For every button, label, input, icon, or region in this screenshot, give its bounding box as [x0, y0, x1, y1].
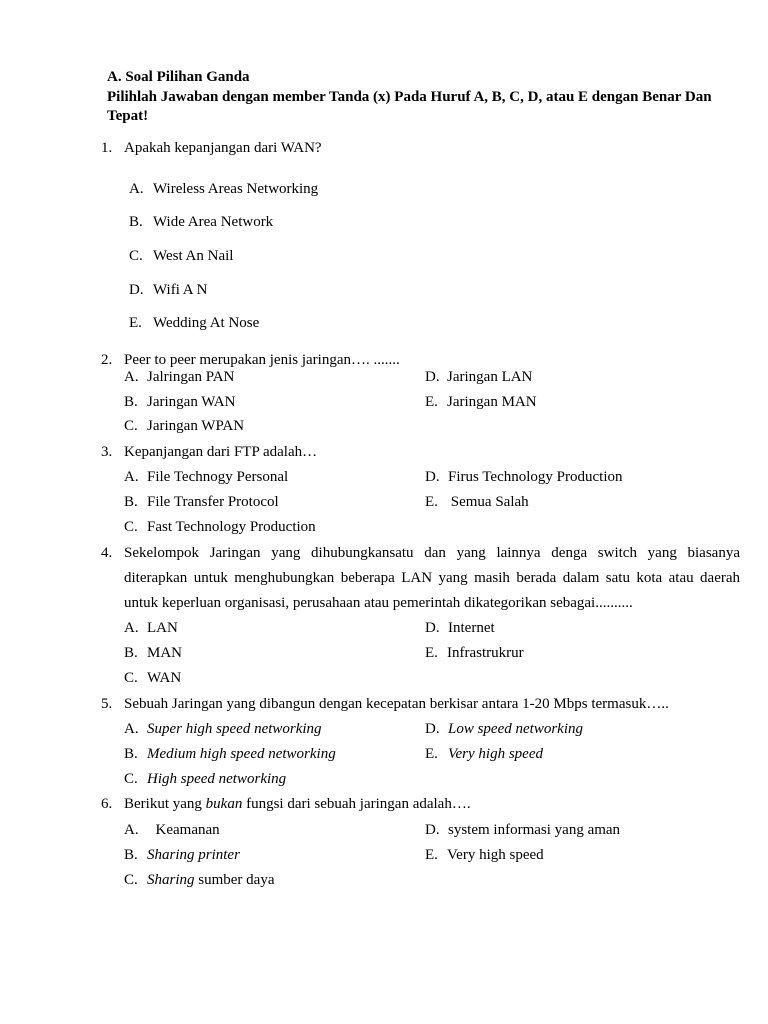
q3-option-a-letter: A. — [124, 469, 139, 485]
q3-option-c-text: Fast Technology Production — [147, 519, 316, 535]
q2-option-b-letter: B. — [124, 394, 138, 410]
q3-option-d-letter: D. — [425, 469, 440, 485]
q3-number: 3. — [101, 444, 113, 460]
q2-text: Peer to peer merupakan jenis jaringan…. ....... — [124, 352, 400, 368]
q1-option-c-text: West An Nail — [153, 248, 234, 264]
q2-option-b-text: Jaringan WAN — [147, 394, 236, 410]
q6-text-italic: bukan — [205, 796, 243, 812]
q1-option-b-text: Wide Area Network — [153, 214, 274, 230]
q4-option-b-letter: B. — [124, 645, 138, 661]
q6-option-b-letter: B. — [124, 847, 138, 863]
instruction-line-1: Pilihlah Jawaban dengan member Tanda (x) Pada Huruf A, B, C, D, atau E dengan Benar Dan — [107, 89, 712, 105]
q5-text: Sebuah Jaringan yang dibangun dengan kecepatan berkisar antara 1-20 Mbps termasuk….. — [124, 696, 669, 712]
q5-option-b-letter: B. — [124, 746, 138, 762]
q1-option-b-letter: B. — [129, 214, 143, 230]
section-title: A. Soal Pilihan Ganda — [107, 69, 250, 85]
q3-option-a-text: File Technogy Personal — [147, 469, 289, 485]
q3-text: Kepanjangan dari FTP adalah… — [124, 444, 318, 460]
q6-option-c-text — [147, 871, 275, 889]
q5-option-b-text: Medium high speed networking — [147, 746, 336, 762]
q1-option-d-letter: D. — [129, 282, 144, 298]
q2-option-a-letter: A. — [124, 369, 139, 385]
q2-option-c-letter: C. — [124, 418, 138, 434]
q6-option-e-letter: E. — [425, 847, 438, 863]
q3-option-b-text: File Transfer Protocol — [147, 494, 279, 510]
q6-option-e-text: Very high speed — [447, 847, 544, 863]
q6-option-c-italic: Sharing — [147, 872, 195, 888]
q3-option-d-text: Firus Technology Production — [448, 469, 623, 485]
q3-option-b-letter: B. — [124, 494, 138, 510]
q6-option-d-text: system informasi yang aman — [448, 822, 621, 838]
q2-option-a-text: Jalringan PAN — [147, 369, 235, 385]
q4-number: 4. — [101, 545, 113, 561]
q1-option-a-text: Wireless Areas Networking — [153, 181, 319, 197]
q4-option-c-letter: C. — [124, 670, 138, 686]
q2-option-e-text: Jaringan MAN — [447, 394, 537, 410]
q4-text-line-3: untuk keperluan organisasi, perusahaan atau pemerintah dikategorikan sebagai.......... — [124, 595, 633, 611]
q2-number: 2. — [101, 352, 113, 368]
q4-option-a-text: LAN — [147, 620, 178, 636]
q5-option-e-letter: E. — [425, 746, 438, 762]
q5-option-e-text: Very high speed — [448, 746, 543, 762]
q4-option-d-text: Internet — [448, 620, 495, 636]
q6-option-a-text: Keamanan — [148, 822, 220, 838]
q6-number: 6. — [101, 796, 113, 812]
q6-option-c-rest: sumber daya — [194, 872, 275, 888]
q2-option-d-text: Jaringan LAN — [447, 369, 533, 385]
q4-text-line-1: Sekelompok Jaringan yang dihubungkansatu dan yang lainnya denga switch yang biasanya — [124, 545, 740, 561]
q4-option-c-text: WAN — [147, 670, 182, 686]
q4-option-e-letter: E. — [425, 645, 438, 661]
q5-option-c-text: High speed networking — [147, 771, 287, 787]
q1-option-a-letter: A. — [129, 181, 144, 197]
q2-option-e-letter: E. — [425, 394, 438, 410]
q4-text-line-2: diterapkan untuk menghubungkan beberapa LAN yang masih berada dalam satu kota atau daerah — [124, 570, 740, 586]
q1-number: 1. — [101, 140, 113, 156]
q6-text — [124, 795, 471, 813]
q1-option-d-text: Wifi A N — [153, 282, 208, 298]
q1-text: Apakah kepanjangan dari WAN? — [124, 140, 322, 156]
q6-option-a-letter: A. — [124, 822, 139, 838]
q3-option-e-text: Semua Salah — [447, 494, 529, 510]
q6-option-b-text: Sharing printer — [147, 847, 240, 863]
q4-option-d-letter: D. — [425, 620, 440, 636]
q5-option-a-text: Super high speed networking — [147, 721, 322, 737]
q1-option-e-text: Wedding At Nose — [153, 315, 260, 331]
q6-text-pre: Berikut yang — [124, 796, 206, 812]
q5-option-d-letter: D. — [425, 721, 440, 737]
q5-number: 5. — [101, 696, 113, 712]
instruction-line-2: Tepat! — [107, 108, 149, 124]
q5-option-a-letter: A. — [124, 721, 139, 737]
q4-option-e-text: Infrastrukrur — [447, 645, 524, 661]
q3-option-e-letter: E. — [425, 494, 438, 510]
q5-option-d-text: Low speed networking — [448, 721, 583, 737]
q4-option-b-text: MAN — [147, 645, 183, 661]
q6-text-post: fungsi dari sebuah jaringan adalah…. — [242, 796, 471, 812]
q1-option-c-letter: C. — [129, 248, 143, 264]
q3-option-c-letter: C. — [124, 519, 138, 535]
q5-option-c-letter: C. — [124, 771, 138, 787]
q2-option-c-text: Jaringan WPAN — [147, 418, 245, 434]
q2-option-d-letter: D. — [425, 369, 440, 385]
q1-option-e-letter: E. — [129, 315, 142, 331]
q6-option-d-letter: D. — [425, 822, 440, 838]
q4-option-a-letter: A. — [124, 620, 139, 636]
q6-option-c-letter: C. — [124, 872, 138, 888]
